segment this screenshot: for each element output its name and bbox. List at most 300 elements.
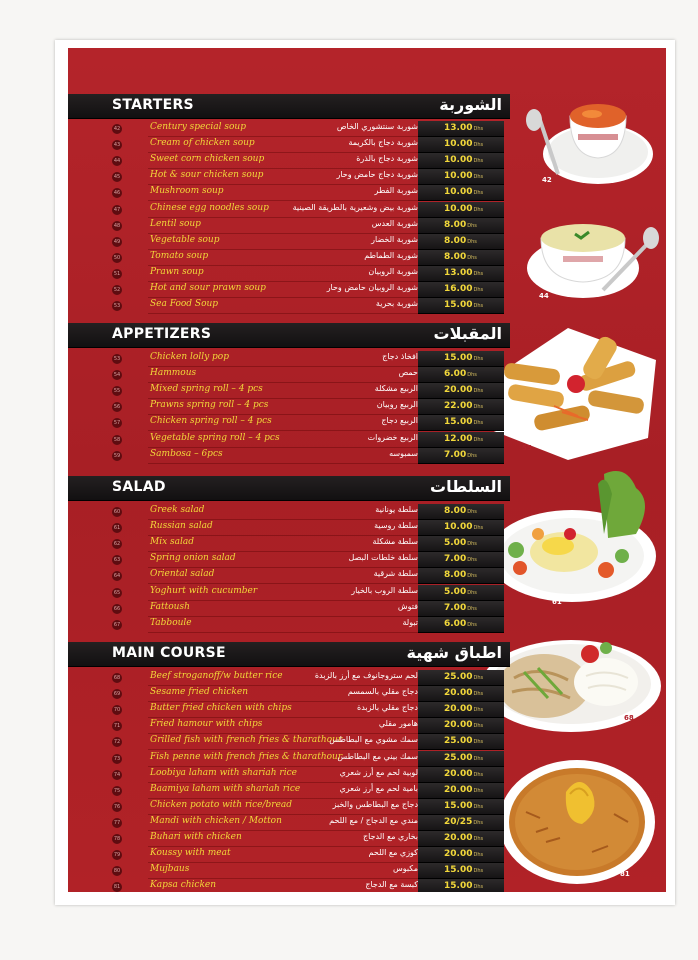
currency-label: Dhs — [473, 525, 484, 532]
item-name-en: Sesame fried chicken — [150, 687, 248, 698]
menu-item — [68, 234, 508, 250]
item-name-ar: شوربة دجاج بالذرة — [356, 154, 418, 164]
price-box — [418, 734, 504, 750]
item-name-en: Koussy with meat — [150, 848, 231, 859]
item-name-en: Beef stroganoff/w butter rice — [150, 671, 283, 681]
price-box — [418, 266, 504, 282]
currency-label: Dhs — [473, 126, 484, 132]
price-box — [418, 250, 504, 266]
item-number: 75 — [113, 787, 121, 794]
item-price — [444, 522, 483, 532]
menu-item — [68, 601, 508, 617]
section-title-ar: السلطات — [430, 477, 502, 496]
photo-label: 81 — [620, 870, 630, 878]
item-name-en: Prawn soup — [150, 266, 204, 277]
price-box — [418, 153, 504, 169]
item-number: 60 — [113, 509, 121, 515]
item-name-ar: الربيع خضروات — [367, 432, 418, 442]
currency-label: Dhs — [473, 303, 484, 310]
price-value: 20.00 — [444, 784, 473, 795]
price-box — [418, 568, 504, 584]
currency-label: Dhs — [473, 142, 484, 149]
menu-item — [68, 367, 508, 383]
price-box — [418, 863, 504, 879]
item-name-en: Baamiya laham with shariah rice — [150, 783, 301, 794]
section-title-ar: المقبلات — [433, 324, 502, 343]
item-price — [444, 817, 483, 827]
currency-label: Dhs — [473, 388, 484, 395]
item-number: 66 — [113, 605, 121, 612]
price-value: 22.00 — [444, 401, 473, 412]
price-value: 8.00 — [444, 235, 467, 246]
menu-item — [68, 751, 508, 767]
item-number: 77 — [113, 819, 121, 826]
menu-item — [68, 568, 508, 584]
currency-label: Dhs — [467, 573, 477, 580]
price-value: 15.00 — [444, 881, 473, 892]
photo-label: 42 — [542, 176, 552, 184]
currency-label: Dhs — [467, 605, 477, 612]
item-name-ar: شوربة دجاج بالكريمة — [348, 138, 418, 148]
price-box — [418, 751, 504, 767]
price-box — [418, 432, 504, 448]
price-box — [418, 617, 504, 633]
item-number: 81 — [113, 884, 121, 891]
item-price — [444, 881, 483, 891]
item-price — [444, 434, 483, 444]
item-name-ar: مكبوس — [392, 864, 418, 874]
item-price — [444, 554, 477, 564]
row-divider — [148, 632, 418, 633]
item-price — [444, 450, 477, 460]
menu-item — [68, 351, 508, 367]
price-value: 15.00 — [444, 353, 473, 363]
item-name-ar: دجاج مقلي بالسمسم — [347, 687, 418, 697]
price-box — [418, 536, 504, 552]
price-value: 8.00 — [444, 506, 467, 516]
currency-label: Dhs — [473, 404, 484, 411]
price-value: 5.00 — [444, 586, 467, 597]
item-name-en: Hot and sour prawn soup — [150, 283, 266, 293]
item-number: 74 — [113, 771, 121, 778]
price-value: 8.00 — [444, 570, 467, 581]
item-number: 59 — [113, 452, 121, 459]
menu-item — [68, 448, 508, 464]
item-name-ar: كوزي مع اللحم — [368, 848, 418, 858]
item-number: 61 — [113, 525, 121, 532]
price-value: 25.00 — [444, 672, 473, 682]
section-title-en: SALAD — [112, 479, 166, 495]
price-value: 20.00 — [444, 720, 473, 731]
item-name-en: Sambosa – 6pcs — [150, 448, 223, 459]
menu-item — [68, 734, 508, 750]
item-number: 53 — [113, 303, 121, 310]
currency-label: Dhs — [473, 755, 484, 762]
item-number: 53 — [113, 356, 121, 362]
item-number: 79 — [113, 852, 121, 859]
item-number: 65 — [113, 589, 121, 596]
menu-item — [68, 847, 508, 863]
item-number: 56 — [113, 404, 121, 411]
price-box — [418, 367, 504, 383]
item-name-en: Chinese egg noodles soup — [150, 202, 269, 213]
item-price — [444, 538, 477, 548]
item-name-en: Hot & sour chicken soup — [150, 170, 264, 181]
item-number: 62 — [113, 541, 121, 548]
price-box — [418, 399, 504, 415]
currency-label: Dhs — [473, 436, 484, 443]
item-name-en: Vegetable spring roll – 4 pcs — [150, 432, 280, 443]
item-name-en: Oriental salad — [150, 569, 215, 580]
price-box — [418, 298, 504, 314]
price-value: 20.00 — [444, 768, 473, 779]
price-box — [418, 847, 504, 863]
item-name-ar: سلطة يونانية — [375, 505, 418, 514]
item-name-en: Greek salad — [150, 505, 205, 515]
currency-label: Dhs — [467, 589, 477, 596]
currency-label: Dhs — [473, 739, 484, 746]
item-number: 43 — [113, 142, 121, 149]
menu-item — [68, 831, 508, 847]
price-box — [418, 185, 504, 201]
section-header — [68, 476, 510, 501]
price-box — [418, 670, 504, 686]
item-name-ar: تبولة — [402, 617, 418, 627]
currency-label: Dhs — [473, 723, 484, 730]
menu-item — [68, 718, 508, 734]
menu-item — [68, 670, 508, 686]
item-name-en: Butter fried chicken with chips — [150, 703, 292, 714]
price-box — [418, 718, 504, 734]
price-box — [418, 783, 504, 799]
item-name-en: Century special soup — [150, 122, 246, 132]
item-name-ar: افخاذ دجاج — [382, 352, 418, 361]
photo-label: 61 — [552, 598, 562, 606]
price-box — [418, 552, 504, 568]
price-box — [418, 202, 504, 218]
currency-label: Dhs — [473, 206, 484, 213]
soup-bowl-icon — [518, 94, 658, 194]
row-divider — [148, 313, 418, 314]
price-box — [418, 520, 504, 536]
item-name-en: Chicken spring roll – 4 pcs — [150, 416, 272, 427]
menu-item — [68, 783, 508, 799]
price-value: 15.00 — [444, 865, 473, 876]
item-price — [444, 570, 477, 580]
item-name-en: Mandi with chicken / Motton — [150, 815, 282, 826]
price-value: 15.00 — [444, 300, 473, 311]
item-name-ar: شوربة الروبيان حامض وحار — [326, 283, 418, 292]
item-price — [444, 753, 483, 763]
menu-item — [68, 432, 508, 448]
currency-label: Dhs — [473, 420, 484, 427]
price-value: 10.00 — [444, 139, 473, 150]
menu-item — [68, 815, 508, 831]
item-number: 57 — [113, 420, 121, 427]
item-price — [444, 268, 483, 278]
menu-item — [68, 415, 508, 431]
item-number: 48 — [113, 222, 121, 229]
item-price — [444, 401, 483, 411]
item-name-en: Mujbaus — [150, 864, 190, 875]
cream-soup-icon — [523, 208, 663, 308]
item-name-ar: شوربة دجاج حامض وحار — [336, 170, 418, 180]
item-name-ar: سلطة روسية — [374, 521, 418, 531]
price-value: 10.00 — [444, 155, 473, 166]
item-name-en: Mixed spring roll – 4 pcs — [150, 384, 263, 395]
currency-label: Dhs — [473, 675, 484, 681]
item-number: 47 — [113, 206, 121, 213]
item-price — [444, 833, 483, 843]
item-price — [444, 506, 477, 516]
currency-label: Dhs — [473, 270, 484, 277]
currency-label: Dhs — [467, 452, 477, 459]
item-price — [444, 353, 483, 363]
item-number: 49 — [113, 238, 121, 245]
section-title-ar: اطباق شهية — [406, 643, 502, 662]
item-price — [444, 849, 483, 859]
item-number: 68 — [113, 675, 121, 681]
item-name-en: Fattoush — [150, 601, 190, 612]
menu-item — [68, 137, 508, 153]
item-name-ar: سلطة الروب بالخيار — [351, 585, 418, 595]
item-name-en: Fried hamour with chips — [150, 719, 263, 730]
price-box — [418, 585, 504, 601]
item-number: 73 — [113, 755, 121, 762]
currency-label: Dhs — [467, 238, 477, 245]
item-number: 42 — [113, 126, 121, 132]
menu-item — [68, 552, 508, 568]
price-box — [418, 767, 504, 783]
currency-label: Dhs — [467, 509, 477, 515]
item-price — [444, 587, 477, 597]
price-value: 6.00 — [444, 369, 467, 380]
currency-label: Dhs — [473, 836, 484, 842]
item-number: 78 — [113, 836, 121, 842]
item-name-ar: سلطة مشكلة — [372, 537, 418, 547]
currency-label: Dhs — [473, 868, 484, 875]
item-name-en: Loobiya laham with shariah rice — [150, 767, 297, 778]
price-box — [418, 448, 504, 464]
menu-item — [68, 202, 508, 218]
item-name-en: Mushroom soup — [150, 186, 224, 197]
item-name-ar: الربيع دجاج — [381, 416, 418, 426]
item-name-ar: دجاج مقلي بالزبدة — [357, 703, 418, 713]
price-box — [418, 504, 504, 520]
item-price — [444, 139, 483, 149]
item-name-en: Chicken potato with rice/bread — [150, 799, 293, 810]
currency-label: Dhs — [467, 557, 477, 564]
currency-label: Dhs — [473, 356, 484, 362]
item-name-ar: سلطة خلطات البصل — [348, 553, 418, 563]
menu-item — [68, 536, 508, 552]
price-value: 8.00 — [444, 219, 467, 230]
item-name-ar: سمك مشوي مع البطاطس — [329, 735, 418, 745]
price-value: 25.00 — [444, 736, 473, 747]
price-box — [418, 879, 504, 892]
price-box — [418, 799, 504, 815]
price-value: 20.00 — [444, 385, 473, 396]
price-box — [418, 601, 504, 617]
item-price — [444, 736, 483, 746]
price-value: 16.00 — [444, 284, 473, 294]
currency-label: Dhs — [473, 691, 484, 698]
item-name-en: Fish penne with french fries & tharathour — [150, 751, 343, 762]
item-name-ar: سمك بيني مع البطاطس — [337, 751, 418, 761]
item-number: 63 — [113, 557, 121, 564]
item-name-ar: الربيع مشكلة — [374, 384, 418, 394]
item-name-en: Lentil soup — [150, 218, 201, 229]
menu-item — [68, 169, 508, 185]
currency-label: Dhs — [473, 852, 484, 859]
photo-label: 55 — [522, 444, 532, 452]
price-value: 10.00 — [444, 171, 473, 182]
item-name-ar: حمص — [398, 368, 418, 378]
item-name-ar: كبسة مع الدجاج — [365, 880, 418, 890]
price-value: 15.00 — [444, 417, 473, 428]
item-name-en: Chicken lolly pop — [150, 352, 229, 362]
item-name-en: Russian salad — [150, 521, 213, 532]
item-number: 52 — [113, 287, 121, 293]
item-name-ar: سمبوسه — [389, 448, 418, 458]
item-price — [444, 204, 483, 214]
price-box — [418, 234, 504, 250]
item-name-en: Yoghurt with cucumber — [150, 585, 258, 596]
menu-item — [68, 799, 508, 815]
item-name-en: Tomato soup — [150, 250, 209, 261]
item-name-en: Sweet corn chicken soup — [150, 154, 265, 165]
currency-label: Dhs — [473, 158, 484, 165]
price-box — [418, 383, 504, 399]
item-number: 44 — [113, 158, 121, 165]
price-value: 20.00 — [444, 704, 473, 715]
menu-item — [68, 767, 508, 783]
currency-label: Dhs — [473, 287, 484, 293]
item-number: 45 — [113, 174, 121, 181]
item-number: 72 — [113, 739, 121, 746]
item-price — [444, 704, 483, 714]
menu-item — [68, 121, 508, 137]
currency-label: Dhs — [467, 621, 477, 628]
item-name-ar: شوربة سنتشوري الخاص — [336, 122, 418, 131]
menu-item — [68, 185, 508, 201]
item-name-en: Hammous — [150, 368, 197, 379]
item-name-ar: شوربة الفطر — [374, 186, 418, 196]
price-box — [418, 121, 504, 137]
item-price — [444, 284, 483, 294]
item-name-en: Tabboule — [150, 617, 192, 628]
price-value: 20.00 — [444, 688, 473, 699]
item-name-ar: شوربة الطماطم — [364, 250, 418, 260]
item-name-en: Prawns spring roll – 4 pcs — [150, 400, 269, 411]
currency-label: Dhs — [473, 884, 484, 891]
menu-item — [68, 702, 508, 718]
currency-label: Dhs — [473, 771, 484, 778]
item-number: 80 — [113, 868, 121, 875]
item-price — [444, 385, 483, 395]
currency-label: Dhs — [467, 372, 477, 379]
menu-page — [68, 48, 666, 892]
item-number: 76 — [113, 803, 121, 810]
section-header — [68, 642, 510, 667]
currency-label: Dhs — [473, 174, 484, 181]
item-name-ar: شوربة الروبيان — [368, 266, 418, 276]
item-price — [444, 123, 483, 133]
price-value: 13.00 — [444, 123, 473, 133]
item-price — [444, 252, 477, 262]
item-price — [444, 785, 483, 795]
section-title-en: APPETIZERS — [112, 326, 212, 342]
price-value: 10.00 — [444, 203, 473, 214]
price-box — [418, 218, 504, 234]
item-number: 69 — [113, 691, 121, 698]
currency-label: Dhs — [467, 222, 477, 229]
price-value: 7.00 — [444, 449, 467, 460]
item-price — [444, 769, 483, 779]
currency-label: Dhs — [473, 819, 483, 826]
salad-plate-icon — [486, 464, 662, 610]
menu-item — [68, 266, 508, 282]
item-name-en: Grilled fish with french fries & tharathour — [150, 735, 343, 746]
price-value: 7.00 — [444, 602, 467, 613]
price-value: 7.00 — [444, 554, 467, 565]
menu-item — [68, 879, 508, 892]
currency-label: Dhs — [473, 707, 484, 714]
item-price — [444, 801, 483, 811]
section-header — [68, 323, 510, 348]
price-value: 20/25 — [444, 816, 473, 827]
item-number: 50 — [113, 254, 121, 261]
item-number: 46 — [113, 190, 121, 197]
item-name-en: Buhari with chicken — [150, 832, 242, 842]
price-value: 20.00 — [444, 833, 473, 843]
menu-item — [68, 863, 508, 879]
photo-label: 68 — [624, 714, 634, 722]
item-name-ar: شوربة بحرية — [375, 299, 418, 309]
item-price — [444, 220, 477, 230]
price-value: 25.00 — [444, 752, 473, 763]
price-box — [418, 815, 504, 831]
currency-label: Dhs — [473, 190, 484, 197]
price-value: 8.00 — [444, 251, 467, 262]
item-number: 55 — [113, 388, 121, 395]
item-name-ar: دجاج مع البطاطس والخبز — [332, 799, 418, 809]
menu-item — [68, 153, 508, 169]
price-value: 13.00 — [444, 267, 473, 278]
menu-item — [68, 686, 508, 702]
price-value: 12.00 — [444, 433, 473, 444]
item-name-ar: فتوش — [397, 601, 418, 611]
item-name-ar: هامور مقلي — [378, 719, 418, 729]
item-price — [444, 187, 483, 197]
item-number: 67 — [113, 621, 121, 628]
item-name-ar: لحم ستروجانوف مع أرز بالزبدة — [314, 671, 418, 680]
price-box — [418, 702, 504, 718]
price-box — [418, 831, 504, 847]
item-name-ar: لوبية لحم مع أرز شعري — [339, 767, 418, 777]
currency-label: Dhs — [467, 541, 477, 548]
section-title-en: MAIN COURSE — [112, 645, 226, 661]
item-price — [444, 369, 477, 379]
item-name-en: Kapsa chicken — [150, 880, 217, 891]
price-box — [418, 351, 504, 367]
item-price — [444, 672, 483, 682]
item-name-en: Mix salad — [150, 537, 195, 548]
item-price — [444, 688, 483, 698]
item-price — [444, 300, 483, 310]
menu-item — [68, 383, 508, 399]
currency-label: Dhs — [467, 254, 477, 261]
